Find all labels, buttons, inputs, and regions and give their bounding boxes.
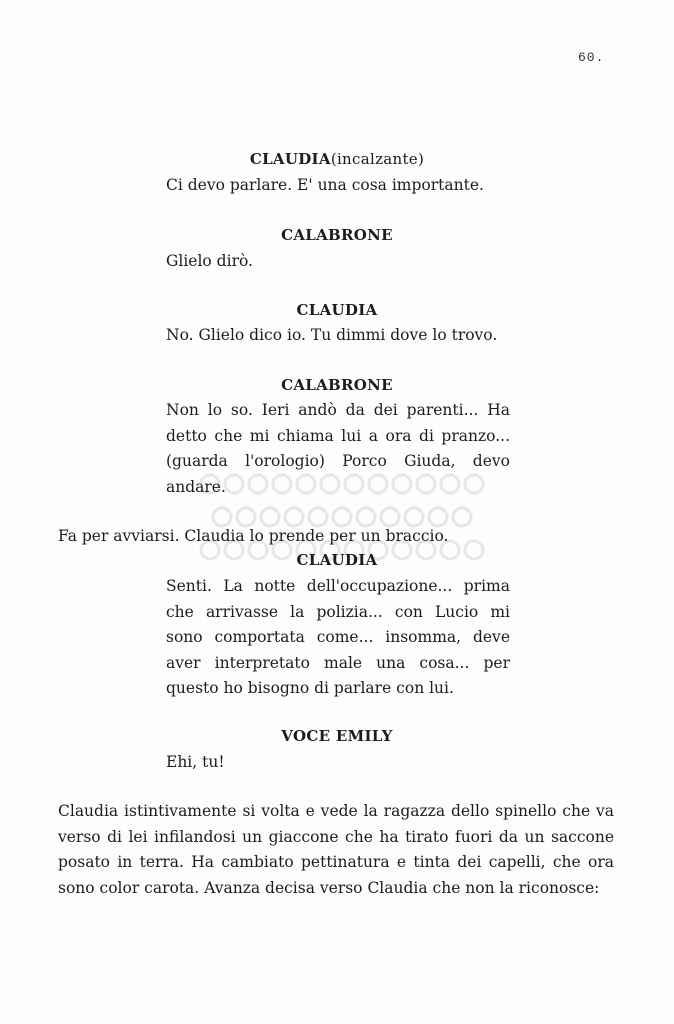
action-line: posato in terra. Ha cambiato pettinatura e tinta dei capelli, che ora [58,853,614,871]
action-line: sono color carota. Avanza decisa verso Claudia che non la riconosce: [58,878,600,897]
dialogue-line: Non lo so. Ieri andò da dei parenti... Ha [166,401,510,419]
dialogue-line: detto che mi chiama lui a ora di pranzo... [166,426,510,445]
action-line: Claudia istintivamente si volta e vede la ragazza dello spinello che va [58,802,614,820]
dialogue-line: Senti. La notte dell'occupazione... prima [166,577,510,595]
character-name: CLAUDIA [296,551,378,569]
dialogue [166,173,510,199]
action-line: verso di lei infilandosi un giaccone che ha tirato fuori da un saccone [58,827,614,846]
dialogue-line: Ehi, tu! [166,753,225,771]
dialogue-line: Ci devo parlare. E' una cosa importante. [166,176,484,194]
dialogue-line: aver interpretato male una cosa... per [166,653,510,672]
action-line: Fa per avviarsi. Claudia lo prende per un braccio. [58,527,449,545]
dialogue-line: (guarda l'orologio) Porco Giuda, devo [166,452,510,470]
action-paragraph [58,799,614,901]
character-name: VOCE EMILY [281,727,393,745]
dialogue-line: questo ho bisogno di parlare con lui. [166,679,454,697]
dialogue-line: andare. [166,477,226,496]
character-name: CLAUDIA(incalzante) [249,150,425,168]
character-name: CALABRONE [281,376,393,394]
character-name: CALABRONE [281,226,393,244]
dialogue-line: Glielo dirò. [166,252,253,270]
dialogue [166,574,510,702]
page-number: 60. [578,50,605,65]
dialogue-line: che arrivasse la polizia... con Lucio mi [166,602,510,621]
dialogue [166,398,510,500]
dialogue [166,323,510,349]
parenthetical: (incalzante) [330,150,425,168]
dialogue-line: No. Glielo dico io. Tu dimmi dove lo trovo. [166,326,498,344]
dialogue-line: sono comportata come... insomma, deve [166,628,510,646]
character-name: CLAUDIA [296,301,378,319]
dialogue [166,750,510,776]
dialogue [166,249,510,275]
